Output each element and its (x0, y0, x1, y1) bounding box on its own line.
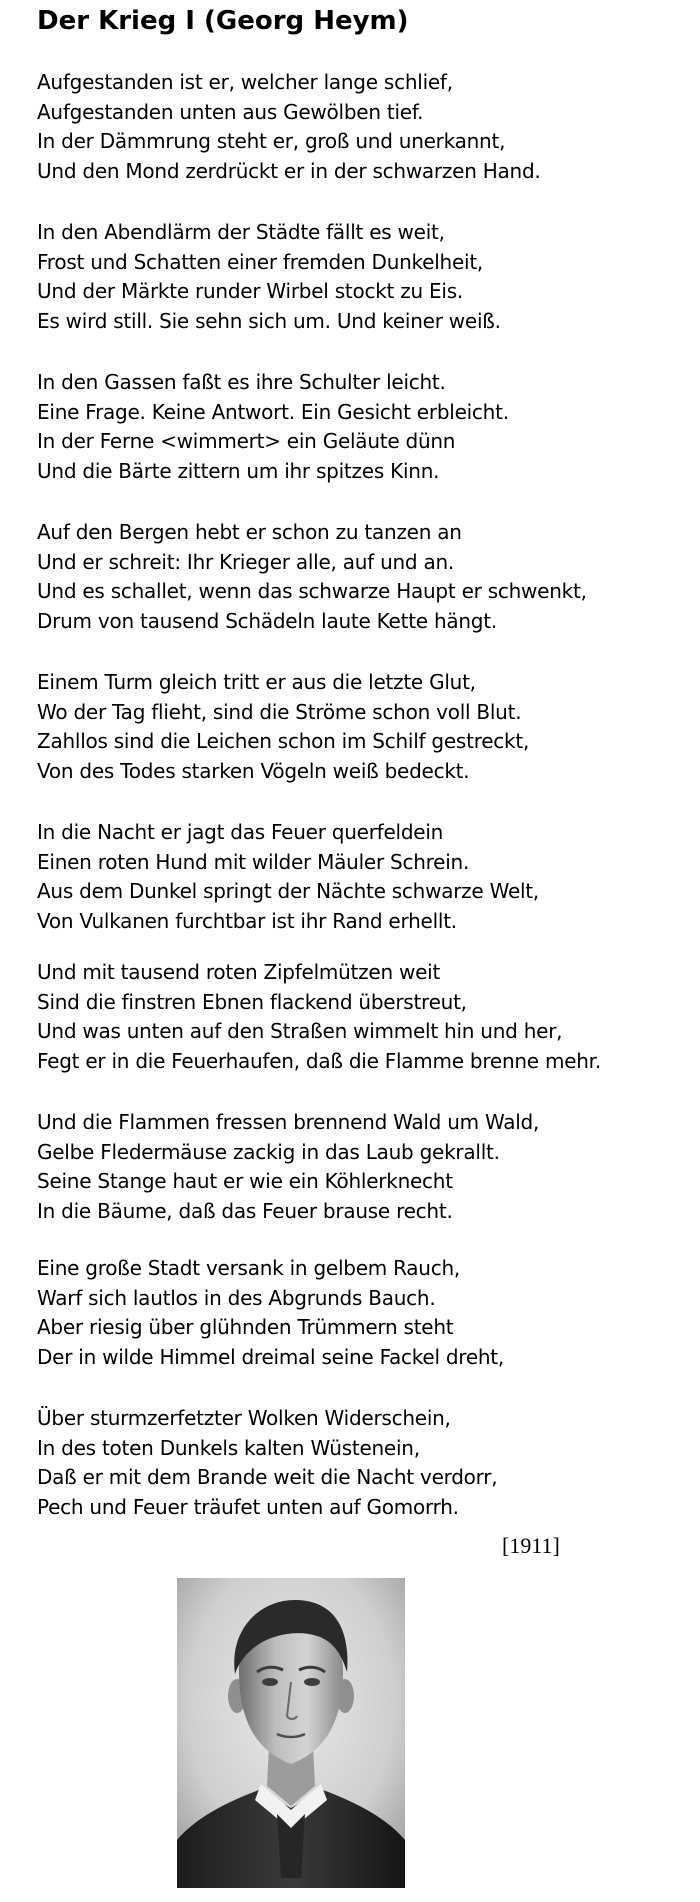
publication-year: [1911] (502, 1533, 560, 1558)
poem-line: Es wird still. Sie sehn sich um. Und keiner weiß. (37, 308, 501, 333)
poem-line: Fegt er in die Feuerhaufen, daß die Flamme brenne mehr. (37, 1048, 601, 1073)
poem-line: Und was unten auf den Straßen wimmelt hin und her, (37, 1019, 563, 1043)
poem-line: Gelbe Fledermäuse zackig in das Laub gekrallt. (37, 1139, 500, 1164)
stanza-2 (37, 218, 501, 368)
poem-line: Pech und Feuer träufet unten auf Gomorrh. (37, 1494, 459, 1519)
poem-line: Warf sich lautlos in des Abgrunds Bauch. (37, 1285, 436, 1310)
portrait-photo (177, 1578, 405, 1888)
poem-line: Von des Todes starken Vögeln weiß bedeckt. (37, 758, 470, 783)
poem-line: Aus dem Dunkel springt der Nächte schwarze Welt, (37, 879, 540, 903)
poem-title: Der Krieg I (Georg Heym) (37, 6, 409, 36)
stanza-9 (37, 1254, 504, 1404)
stanza-10 (37, 1404, 497, 1554)
stanza-1 (37, 68, 541, 218)
poem-line: Über sturmzerfetzter Wolken Widerschein, (37, 1406, 451, 1430)
stanza-5 (37, 668, 529, 818)
poem-line: Seine Stange haut er wie ein Köhlerknecht (37, 1169, 453, 1193)
poem-line: Frost und Schatten einer fremden Dunkelheit, (37, 249, 484, 274)
stanza-3 (37, 368, 509, 518)
poem-line: In der Ferne <wimmert> ein Geläute dünn (37, 429, 456, 453)
poem-line: Und die Bärte zittern um ihr spitzes Kinn. (37, 458, 440, 483)
poem-line: Und es schallet, wenn das schwarze Haupt er schwenkt, (37, 579, 587, 603)
poem-line: In der Dämmrung steht er, groß und unerkannt, (37, 129, 506, 153)
stanza-8 (37, 1108, 539, 1258)
stanza-7 (37, 958, 601, 1108)
poem-line: Aufgestanden unten aus Gewölben tief. (37, 99, 424, 124)
stanza-4 (37, 518, 587, 668)
poem-line: Und er schreit: Ihr Krieger alle, auf und an. (37, 549, 455, 574)
poem-line: Aufgestanden ist er, welcher lange schlief, (37, 70, 453, 94)
poem-line: In die Nacht er jagt das Feuer querfeldein (37, 820, 444, 844)
poem-line: Und die Flammen fressen brennend Wald um Wald, (37, 1110, 540, 1134)
poem-line: In den Gassen faßt es ihre Schulter leicht. (37, 370, 446, 394)
poem-line: Auf den Bergen hebt er schon zu tanzen an (37, 520, 462, 544)
poem-line: In die Bäume, daß das Feuer brause recht. (37, 1198, 453, 1223)
poem-line: Eine große Stadt versank in gelbem Rauch, (37, 1256, 461, 1280)
poem-line: Zahllos sind die Leichen schon im Schilf gestreckt, (37, 729, 530, 753)
poem-line: Daß er mit dem Brande weit die Nacht verdorr, (37, 1465, 498, 1489)
poem-line: Eine Frage. Keine Antwort. Ein Gesicht erbleicht. (37, 399, 509, 424)
poem-line: Und mit tausend roten Zipfelmützen weit (37, 960, 441, 984)
stanza-6 (37, 818, 539, 968)
poem-line: In des toten Dunkels kalten Wüstenein, (37, 1435, 420, 1460)
poem-line: Wo der Tag flieht, sind die Ströme schon voll Blut. (37, 699, 522, 724)
poem-line: Aber riesig über glühnden Trümmern steht (37, 1315, 454, 1339)
poem-line: Einem Turm gleich tritt er aus die letzte Glut, (37, 670, 476, 694)
poem-line: Einen roten Hund mit wilder Mäuler Schrein. (37, 849, 470, 874)
poem-line: Und der Märkte runder Wirbel stockt zu Eis. (37, 279, 463, 303)
poem-line: Drum von tausend Schädeln laute Kette hängt. (37, 608, 497, 633)
poem-line: Der in wilde Himmel dreimal seine Fackel dreht, (37, 1344, 505, 1369)
poem-line: Und den Mond zerdrückt er in der schwarzen Hand. (37, 158, 541, 183)
poem-line: Von Vulkanen furchtbar ist ihr Rand erhellt. (37, 908, 457, 933)
poem-line: Sind die finstren Ebnen flackend überstreut, (37, 989, 467, 1014)
poem-line: In den Abendlärm der Städte fällt es weit, (37, 220, 445, 244)
